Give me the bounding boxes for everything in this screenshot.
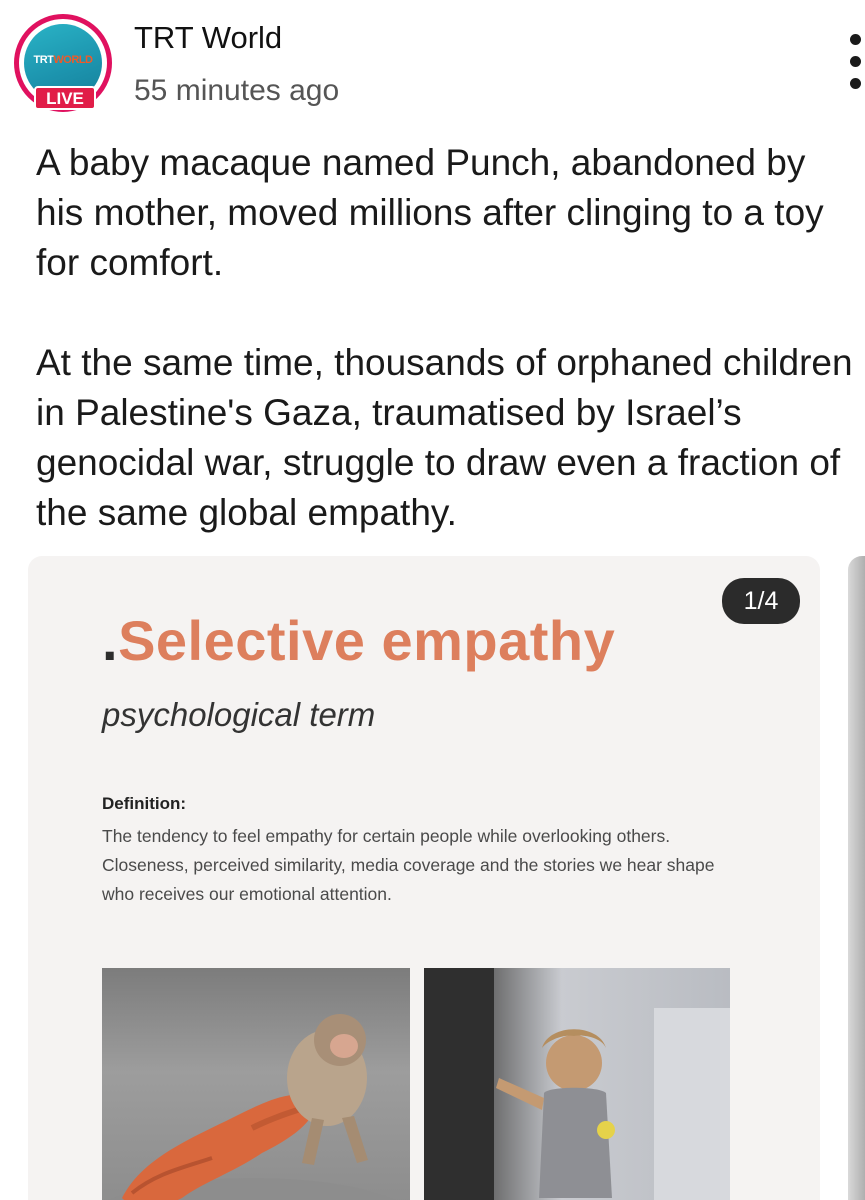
slide-subtitle: psychological term: [102, 696, 376, 733]
page-counter: 1/4: [722, 578, 800, 624]
post-paragraph: At the same time, thousands of orphaned children in Palestine's Gaza, traumatised by Israel’s genocidal war, struggle to draw even a fraction of the same global empathy.: [36, 342, 853, 533]
post-paragraph: A baby macaque named Punch, abandoned by his mother, moved millions after clinging to a toy for comfort.: [36, 142, 824, 283]
post-header: [0, 0, 865, 125]
macaque-photo: [102, 968, 410, 1200]
child-photo: [424, 968, 730, 1200]
logo-text: TRTWORLD: [33, 54, 93, 66]
post-timestamp: 55 minutes ago: [134, 74, 340, 107]
carousel-slide[interactable]: [28, 556, 820, 1200]
next-slide-peek[interactable]: [848, 556, 865, 1200]
post-body: [36, 138, 856, 538]
definition-text: The tendency to feel empathy for certain people while overlooking others. Closeness, perceived similarity, media coverage and the stories we hear shape who receives our emotional attention.: [102, 826, 715, 904]
slide-title: .Selective empathy: [102, 609, 616, 672]
channel-name[interactable]: TRT World: [134, 20, 283, 55]
definition-label: Definition:: [102, 794, 187, 813]
more-vertical-icon[interactable]: [836, 34, 865, 90]
live-badge: LIVE: [34, 86, 96, 110]
